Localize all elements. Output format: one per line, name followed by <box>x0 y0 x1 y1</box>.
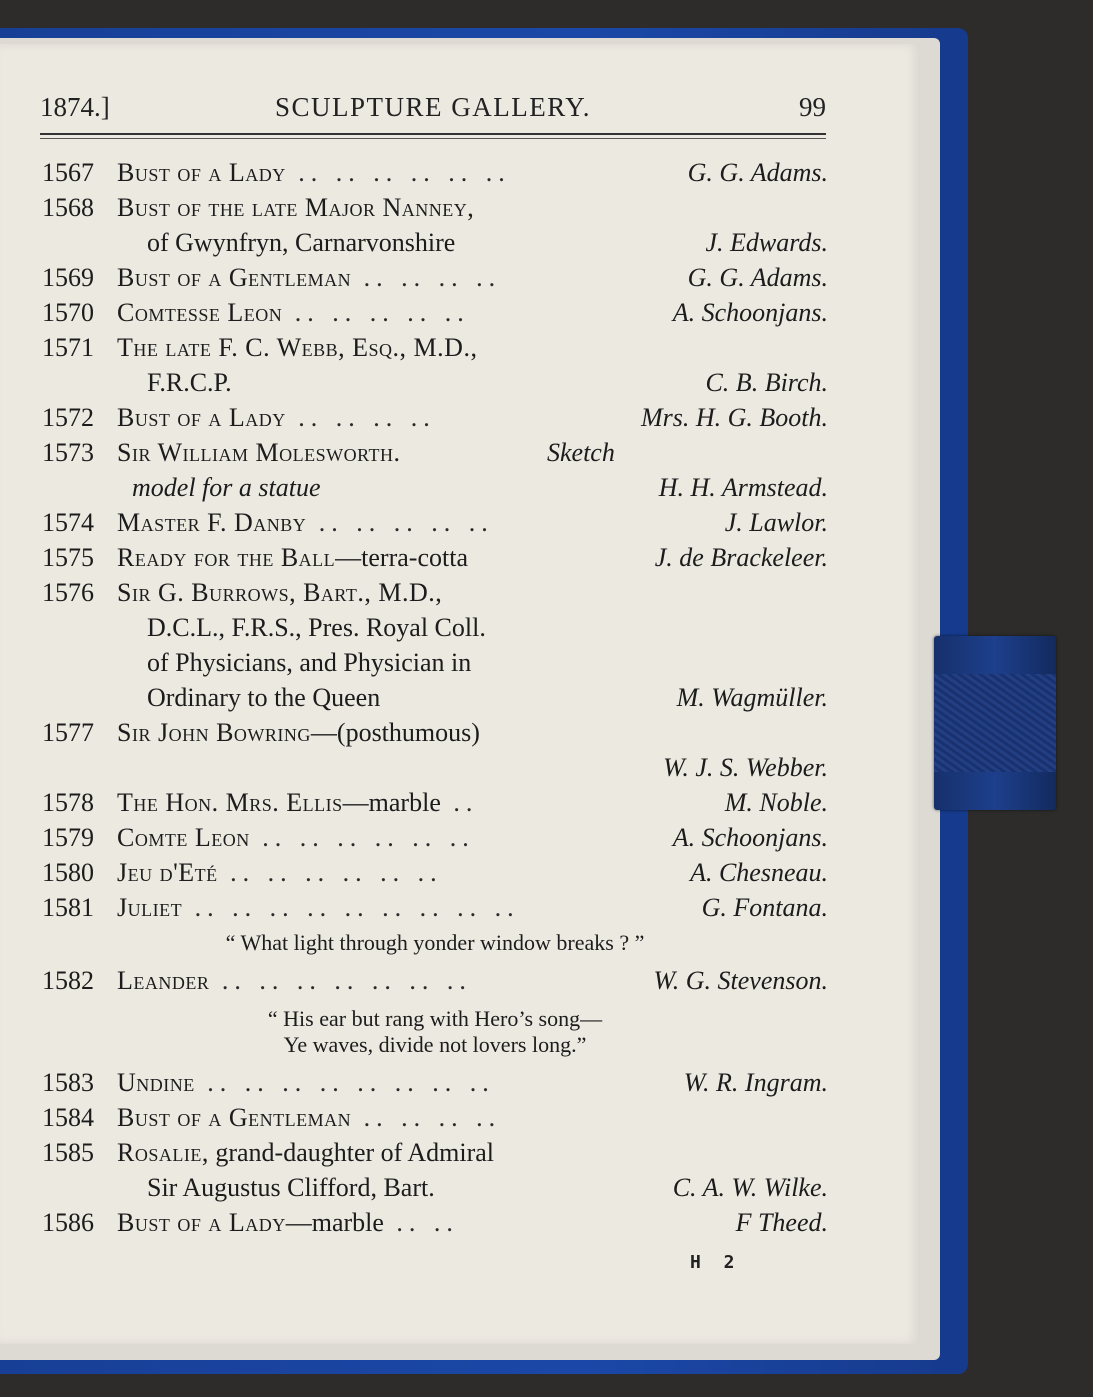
artist-name: A. Schoonjans. <box>672 823 828 852</box>
entry-title: Juliet <box>117 893 183 922</box>
entry-title: Jeu d'Eté <box>117 858 218 887</box>
leader-dots: .. .. .. .. .. <box>282 298 470 327</box>
quotation-text: “ His ear but rang with Hero’s song— <box>267 1006 603 1031</box>
artist-name: G. Fontana. <box>701 893 828 922</box>
entry-title-detail: grand-daughter of Admiral <box>208 1138 495 1167</box>
leader-dots: .. .. .. .. .. .. <box>217 858 443 887</box>
entry-title: Bust of a Gentleman <box>117 1103 352 1132</box>
entry-number: 1586 <box>42 1208 94 1237</box>
catalogue-entry <box>42 718 828 752</box>
entry-title: Leander <box>117 966 210 995</box>
artist-name: M. Wagmüller. <box>676 683 828 712</box>
catalogue-entry <box>42 966 828 1000</box>
leader-dots: .. .. .. .. .. .. .. .. .. <box>182 893 520 922</box>
entry-title-continued: of Physicians, and Physician in <box>147 648 472 677</box>
entry-continuation <box>42 228 828 262</box>
catalogue-entry <box>42 788 828 822</box>
entry-continuation <box>42 368 828 402</box>
artist-name: J. Edwards. <box>705 228 828 257</box>
entry-title: Sir G. Burrows, Bart., M.D., <box>117 578 443 607</box>
bookmark-ribbon <box>934 636 1056 810</box>
artist-name: G. G. Adams. <box>687 158 828 187</box>
entry-continuation <box>42 648 828 682</box>
entry-continuation <box>42 753 828 787</box>
artist-name: W. G. Stevenson. <box>653 966 828 995</box>
artist-name: C. A. W. Wilke. <box>672 1173 828 1202</box>
entry-title-detail: —(posthumous) <box>310 718 480 747</box>
entry-number: 1581 <box>42 893 94 922</box>
entry-title-continued: Ordinary to the Queen <box>147 683 381 712</box>
entry-title: Ready for the Ball <box>117 543 336 572</box>
entry-title: Bust of the late Major Nanney, <box>117 193 475 222</box>
entry-number: 1569 <box>42 263 94 292</box>
entry-title-continued: Sir Augustus Clifford, Bart. <box>147 1173 435 1202</box>
quotation-text: Ye waves, divide not lovers long.” <box>283 1032 587 1057</box>
entry-title: Bust of a Lady <box>117 403 286 432</box>
entry-title: Rosalie, <box>117 1138 209 1167</box>
entry-title-continued: D.C.L., F.R.S., Pres. Royal Coll. <box>147 613 486 642</box>
catalogue-entry <box>42 193 828 227</box>
artist-name: C. B. Birch. <box>705 368 828 397</box>
entry-number: 1583 <box>42 1068 94 1097</box>
header-year: 1874.] <box>40 92 110 122</box>
artist-name: J. Lawlor. <box>724 508 828 537</box>
catalogue-entry <box>42 263 828 297</box>
entry-title: Bust of a Lady <box>117 1208 286 1237</box>
leader-dots: .. .. .. .. .. .. .. <box>209 966 472 995</box>
entry-title: Comtesse Leon <box>117 298 283 327</box>
entry-title-detail: —marble <box>285 1208 384 1237</box>
leader-dots: .. .. .. .. .. .. .. .. <box>194 1068 495 1097</box>
leader-dots: .. .. .. .. <box>351 263 502 292</box>
header-rule-thin <box>40 138 826 139</box>
artist-name: M. Noble. <box>724 788 828 817</box>
entry-number: 1582 <box>42 966 94 995</box>
leader-dots: .. .. .. .. .. .. <box>285 158 511 187</box>
catalogue-entry <box>42 508 828 542</box>
entry-title: The late F. C. Webb, Esq., M.D., <box>117 333 478 362</box>
entry-title: Master F. Danby <box>117 508 307 537</box>
artist-name: A. Schoonjans. <box>672 298 828 327</box>
artist-name: Mrs. H. G. Booth. <box>640 403 828 432</box>
entry-continuation <box>42 683 828 717</box>
quotation-line <box>42 1032 828 1066</box>
entry-number: 1574 <box>42 508 94 537</box>
catalogue-entry <box>42 893 828 927</box>
entry-continuation <box>42 473 828 507</box>
entry-title-detail: —terra-cotta <box>335 543 468 572</box>
entry-number: 1575 <box>42 543 94 572</box>
page-title: SCULPTURE GALLERY. <box>274 92 592 122</box>
catalogue-entry <box>42 823 828 857</box>
entry-title-continued: model for a statue <box>132 473 321 502</box>
entry-number: 1580 <box>42 858 94 887</box>
entry-number: 1579 <box>42 823 94 852</box>
signature-mark: H 2 <box>690 1252 741 1273</box>
entry-title: Comte Leon <box>117 823 250 852</box>
entry-number: 1585 <box>42 1138 94 1167</box>
artist-name: W. J. S. Webber. <box>663 753 828 782</box>
catalogue-entry <box>42 158 828 192</box>
entry-title-detail: —marble <box>342 788 441 817</box>
catalogue-entry <box>42 1138 828 1172</box>
entry-number: 1573 <box>42 438 94 467</box>
header-rule <box>40 133 826 135</box>
entry-number: 1578 <box>42 788 94 817</box>
entry-title-continued: F.R.C.P. <box>147 368 232 397</box>
catalogue-entry <box>42 333 828 367</box>
entry-number: 1572 <box>42 403 94 432</box>
running-header <box>40 92 826 128</box>
entry-number: 1570 <box>42 298 94 327</box>
leader-dots: .. .. .. .. .. .. <box>249 823 475 852</box>
leader-dots: .. <box>440 788 479 817</box>
entry-title: Sir John Bowring <box>117 718 311 747</box>
catalogue-entry <box>42 1208 828 1242</box>
entry-continuation <box>42 613 828 647</box>
artist-name: F Theed. <box>735 1208 828 1237</box>
leader-dots: .. .. .. .. <box>285 403 436 432</box>
catalogue-entry <box>42 543 828 577</box>
entry-title: Undine <box>117 1068 195 1097</box>
quotation-line <box>42 930 828 964</box>
artist-name: W. R. Ingram. <box>683 1068 828 1097</box>
catalogue-entry <box>42 298 828 332</box>
entry-number: 1577 <box>42 718 94 747</box>
artist-name: J. de Brackeleer. <box>654 543 828 572</box>
entry-number: 1576 <box>42 578 94 607</box>
entry-title: The Hon. Mrs. Ellis <box>117 788 343 817</box>
leader-dots: .. .. .. .. <box>351 1103 502 1132</box>
entry-number: 1571 <box>42 333 94 362</box>
entry-number: 1584 <box>42 1103 94 1132</box>
catalogue-entry <box>42 858 828 892</box>
entry-number: 1567 <box>42 158 94 187</box>
catalogue-entry <box>42 1103 828 1137</box>
entry-title-continued: of Gwynfryn, Carnarvonshire <box>147 228 456 257</box>
leader-dots: .. .. <box>383 1208 459 1237</box>
entry-note: Sketch <box>547 438 615 467</box>
entry-title: Bust of a Lady <box>117 158 286 187</box>
entry-title: Bust of a Gentleman <box>117 263 352 292</box>
page-number: 99 <box>799 92 826 122</box>
leader-dots: .. .. .. .. .. <box>306 508 494 537</box>
entry-number: 1568 <box>42 193 94 222</box>
artist-name: G. G. Adams. <box>687 263 828 292</box>
catalogue-entry <box>42 403 828 437</box>
catalogue-entry <box>42 578 828 612</box>
catalogue-entry <box>42 438 828 472</box>
artist-name: A. Chesneau. <box>690 858 828 887</box>
artist-name: H. H. Armstead. <box>658 473 828 502</box>
entry-title: Sir William Molesworth. <box>117 438 401 467</box>
catalogue-entry <box>42 1068 828 1102</box>
entry-continuation <box>42 1173 828 1207</box>
quotation-text: “ What light through yonder window breaks ? ” <box>225 930 645 955</box>
